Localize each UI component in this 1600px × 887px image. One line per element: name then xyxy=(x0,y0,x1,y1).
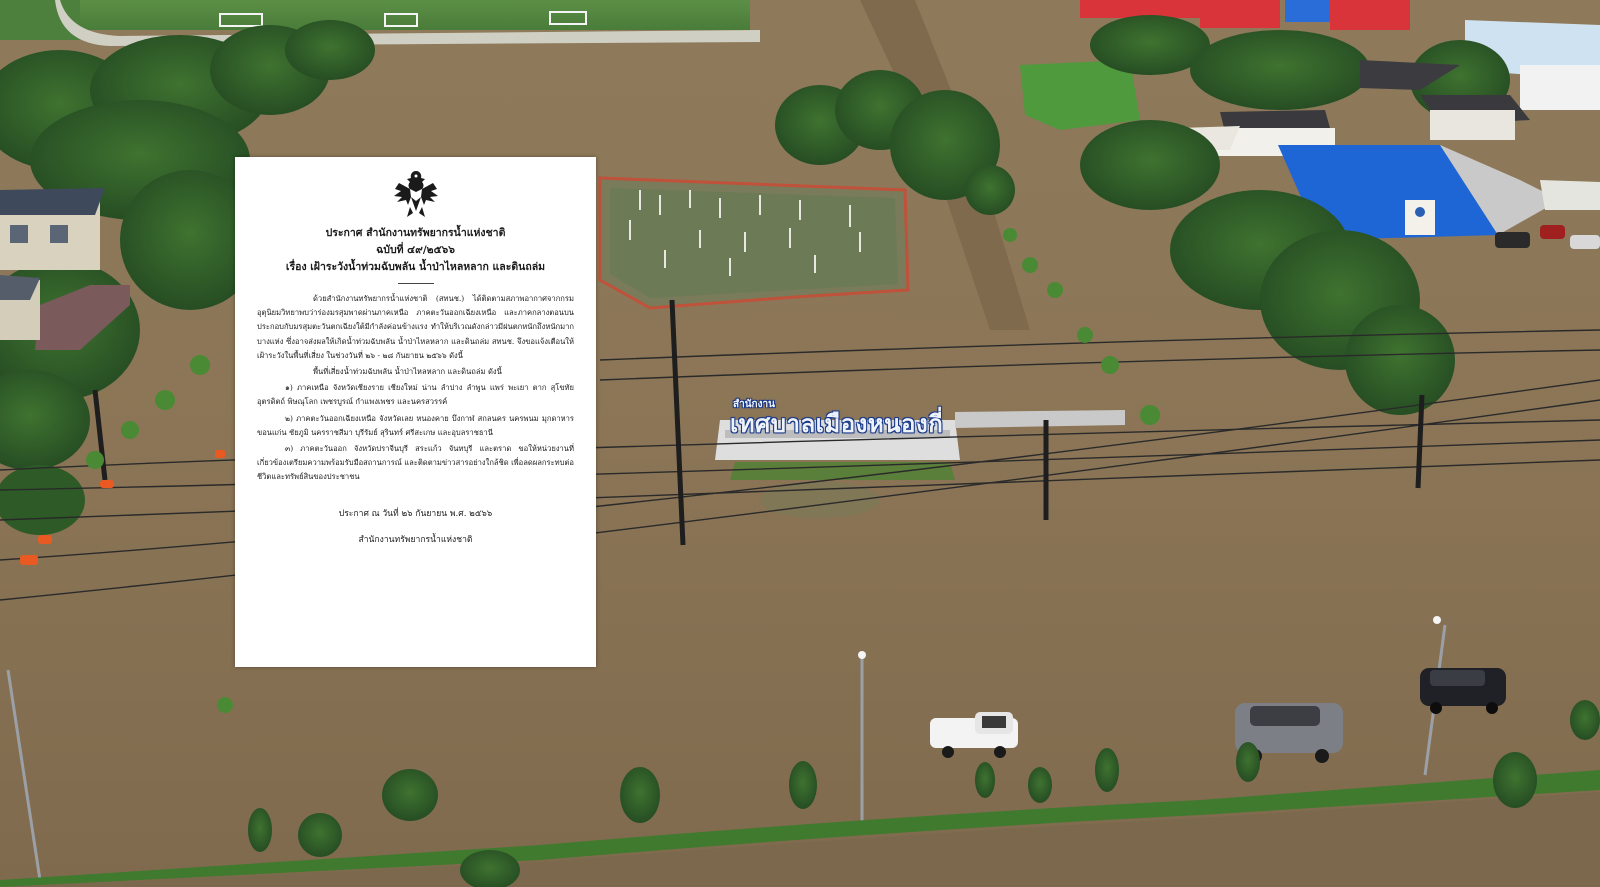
notice-paragraph: ด้วยสำนักงานทรัพยากรน้ำแห่งชาติ (สทนช.) ได้ติดตามสภาพอากาศจากกรมอุตุนิยมวิทยาพบว่าร่องมรสุมพาดผ่านภาคเหนือ ภาคตะวันออกเฉียงเหนือ และภาคกลางตอนบน ประกอบกับมรสุมตะวันตกเฉียงใต้มีกำลังค่อนข้างแรง ทำให้บริเวณดังกล่าวมีฝนตกหนักถึงหนักมากบางแห่ง ซึ่งอาจส่งผลให้เกิดน้ำท่วมฉับพลัน น้ำป่าไหลหลาก และดินถล่ม สทนช. จึงขอแจ้งเตือนให้เฝ้าระวังในพื้นที่เสี่ยง ในช่วงวันที่ ๒๖ - ๒๘ กันยายน ๒๕๖๖ ดังนี้ xyxy=(257,294,574,360)
municipal-sign-text: เทศบาลเมืองหนองกี่ xyxy=(730,410,944,438)
notice-heading-subject: เรื่อง เฝ้าระวังน้ำท่วมฉับพลัน น้ำป่าไหลหลาก และดินถล่ม xyxy=(285,261,546,273)
notice-paragraph: ๑) ภาคเหนือ จังหวัดเชียงราย เชียงใหม่ น่าน ลำปาง ลำพูน แพร่ พะเยา ตาก สุโขทัย อุตรดิตถ์ พิษณุโลก เพชรบูรณ์ กำแพงเพชร และนครสวรรค์ xyxy=(257,383,574,407)
notice-signature: สำนักงานทรัพยากรน้ำแห่งชาติ xyxy=(358,534,473,545)
notice-heading-agency: ประกาศ สำนักงานทรัพยากรน้ำแห่งชาติ xyxy=(325,227,506,239)
garuda-emblem-icon xyxy=(393,169,439,219)
official-notice-document xyxy=(235,157,596,667)
notice-heading-number: ฉบับที่ ๔๙/๒๕๖๖ xyxy=(376,244,455,256)
notice-paragraph: ๓) ภาคตะวันออก จังหวัดปราจีนบุรี สระแก้ว จันทบุรี และตราด ขอให้หน่วยงานที่เกี่ยวข้องเตรียมความพร้อมรับมือสถานการณ์ และติดตามข่าวสารอย่างใกล้ชิด เพื่อลดผลกระทบต่อชีวิตและทรัพย์สินของประชาชน xyxy=(257,444,574,482)
notice-date: ประกาศ ณ วันที่ ๒๖ กันยายน พ.ศ. ๒๕๖๖ xyxy=(338,508,493,519)
notice-paragraph: พื้นที่เสี่ยงน้ำท่วมฉับพลัน น้ำป่าไหลหลาก และดินถล่ม ดังนี้ xyxy=(313,367,502,377)
municipal-sign-small-text: สำนักงาน xyxy=(733,399,775,410)
submerged-field xyxy=(600,178,908,308)
notice-divider xyxy=(398,283,434,284)
notice-paragraph: ๒) ภาคตะวันออกเฉียงเหนือ จังหวัดเลย หนองคาย บึงกาฬ สกลนคร นครพนม มุกดาหาร ขอนแก่น ชัยภูมิ นครราชสีมา บุรีรัมย์ สุรินทร์ ศรีสะเกษ และอุบลราชธานี xyxy=(257,413,574,437)
